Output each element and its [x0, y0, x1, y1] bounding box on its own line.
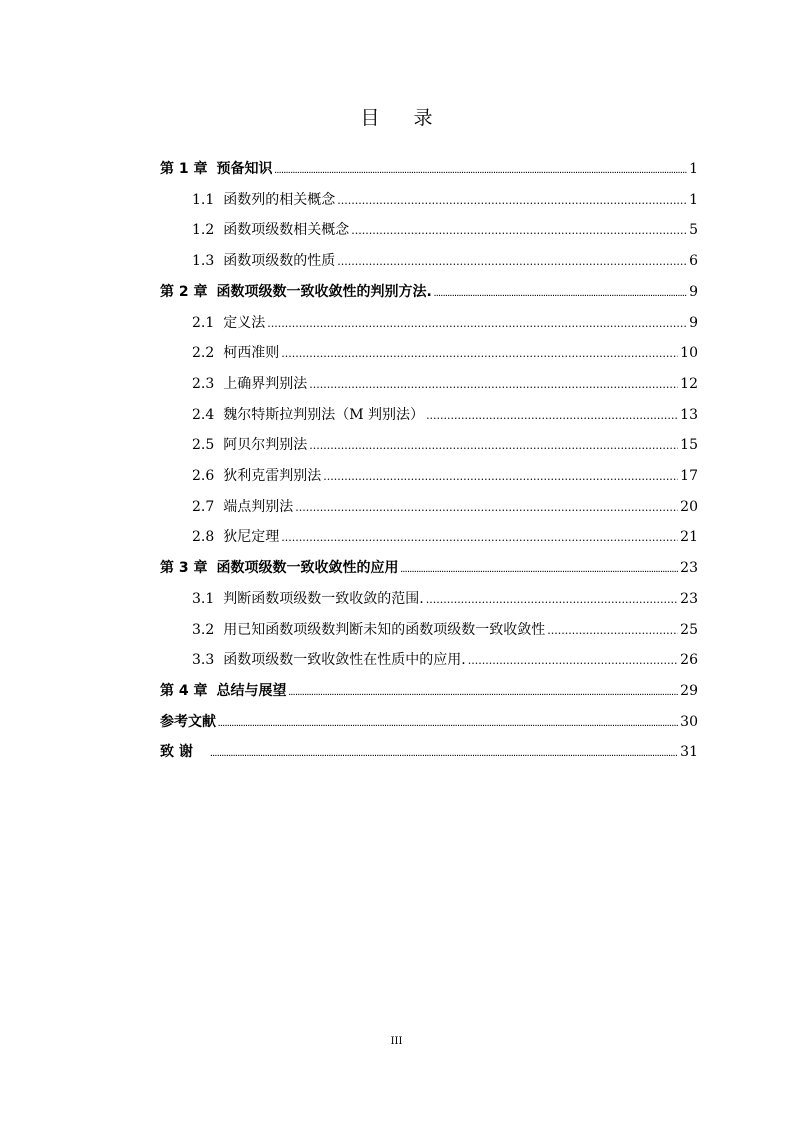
toc-chapter-row[interactable] — [0, 680, 793, 702]
toc-section-row[interactable] — [0, 219, 793, 241]
toc-entry-title: 函数项级数一致收敛性的应用 — [216, 560, 399, 577]
toc-entry-number: 2.7 — [192, 498, 215, 515]
toc-entry-page: 23 — [680, 560, 698, 577]
toc-chapter-row[interactable] — [0, 711, 793, 733]
toc-dot-leader — [401, 557, 679, 582]
toc-entry-title: 参考文献 — [160, 713, 216, 730]
toc-entry-number: 1.2 — [192, 222, 215, 239]
toc-entry — [192, 434, 698, 457]
toc-section-row[interactable] — [0, 619, 793, 641]
toc-entry-page: 21 — [680, 529, 698, 546]
toc-entry — [192, 526, 698, 549]
toc-title: 目 录 — [360, 107, 447, 129]
toc-section-row[interactable] — [0, 342, 793, 364]
page-number-footer: III — [390, 1036, 403, 1047]
toc-entry-title: 魏尔特斯拉判别法（M 判别法） — [223, 406, 425, 423]
toc-chapter-row[interactable] — [0, 557, 793, 579]
toc-dot-leader — [337, 250, 687, 273]
toc-entry-page: 17 — [680, 468, 698, 484]
toc-entry-page: 9 — [689, 283, 698, 300]
toc-entry-page: 20 — [680, 498, 698, 515]
toc-entry-title: 上确界判别法 — [223, 375, 308, 392]
toc-section-row[interactable] — [0, 404, 793, 426]
toc-dot-leader — [426, 404, 678, 427]
toc-entry-page: 1 — [689, 161, 698, 177]
toc-entry-number: 第 4 章 — [160, 682, 208, 699]
toc-section-row[interactable] — [0, 526, 793, 548]
toc-entry — [160, 158, 698, 183]
toc-dot-leader — [267, 312, 687, 335]
toc-dot-leader — [218, 711, 678, 736]
toc-section-row[interactable] — [0, 649, 793, 671]
toc-entry — [192, 189, 698, 212]
toc-dot-leader — [468, 649, 678, 672]
toc-entry-title: 函数项级数一致收敛性的判别方法. — [216, 283, 432, 300]
toc-dot-leader — [281, 526, 678, 549]
toc-entry — [160, 680, 698, 705]
toc-entry-number: 2.4 — [192, 406, 215, 423]
toc-entry-title: 总结与展望 — [216, 682, 287, 699]
toc-entry — [192, 619, 698, 642]
toc-entry-title: 函数列的相关概念 — [223, 191, 336, 208]
toc-entry-page: 12 — [680, 375, 698, 392]
toc-chapter-row[interactable] — [0, 158, 793, 180]
toc-entry-page: 10 — [680, 345, 698, 362]
toc-entry-title: 函数项级数的性质 — [223, 253, 336, 270]
toc-entry-number: 1.3 — [192, 253, 215, 270]
toc-entry-page: 6 — [689, 253, 698, 270]
toc-entry-number: 2.6 — [192, 468, 215, 484]
toc-entry-number: 第 3 章 — [160, 560, 208, 577]
toc-dot-leader — [351, 219, 687, 242]
toc-dot-leader — [547, 619, 678, 642]
toc-entry-number: 2.1 — [192, 314, 215, 331]
toc-entry-title: 狄利克雷判别法 — [223, 468, 322, 484]
toc-dot-leader — [281, 342, 678, 365]
toc-chapter-row[interactable] — [0, 281, 793, 303]
toc-section-row[interactable] — [0, 588, 793, 610]
toc-entry-number: 第 1 章 — [160, 161, 208, 177]
toc-entry-title: 定义法 — [223, 314, 266, 331]
toc-section-row[interactable] — [0, 250, 793, 272]
toc-dot-leader — [309, 434, 678, 457]
toc-entry-title: 函数项级数一致收敛性在性质中的应用. — [223, 652, 466, 669]
toc-entry — [160, 557, 698, 582]
toc-entry — [192, 649, 698, 672]
toc-entry-number: 2.3 — [192, 375, 215, 392]
toc-entry-title: 阿贝尔判别法 — [223, 437, 308, 454]
toc-entry-page: 23 — [680, 590, 698, 607]
toc-entry-page: 15 — [680, 437, 698, 454]
toc-entry — [192, 373, 698, 396]
toc-entry — [192, 496, 698, 519]
toc-entry-page: 29 — [680, 682, 698, 699]
toc-entry-title: 狄尼定理 — [223, 529, 280, 546]
toc-section-row[interactable] — [0, 496, 793, 518]
toc-dot-leader — [295, 496, 678, 519]
toc-entry-number: 3.3 — [192, 652, 215, 669]
toc-entry-page: 26 — [680, 652, 698, 669]
toc-section-row[interactable] — [0, 312, 793, 334]
toc-entry — [192, 465, 698, 488]
toc-entry-number: 3.2 — [192, 621, 215, 638]
toc-entry-title: 端点判别法 — [223, 498, 294, 515]
toc-entry-page: 9 — [689, 314, 698, 331]
toc-dot-leader — [426, 588, 678, 611]
toc-entry-number: 第 2 章 — [160, 283, 208, 300]
toc-entry — [192, 342, 698, 365]
toc-dot-leader — [210, 741, 678, 766]
toc-entry-title: 函数项级数相关概念 — [223, 222, 350, 239]
toc-dot-leader — [323, 465, 678, 488]
toc-entry-page: 13 — [680, 406, 698, 423]
toc-entry-title: 致 谢 — [160, 744, 193, 761]
toc-entry — [160, 281, 698, 306]
toc-entry-page: 31 — [680, 744, 698, 761]
toc-entry — [192, 219, 698, 242]
toc-dot-leader — [337, 189, 687, 212]
toc-entry-title: 用已知函数项级数判断未知的函数项级数一致收敛性 — [223, 621, 546, 638]
toc-entry-title: 判断函数项级数一致收敛的范围. — [223, 590, 424, 607]
toc-entry — [160, 711, 698, 736]
toc-entry-number: 2.8 — [192, 529, 215, 546]
toc-entry-number: 3.1 — [192, 590, 215, 607]
toc-section-row[interactable] — [0, 373, 793, 395]
toc-entry-number: 2.5 — [192, 437, 215, 454]
toc-entry — [192, 588, 698, 611]
toc-entry-title: 预备知识 — [216, 161, 273, 177]
toc-dot-leader — [434, 281, 687, 306]
toc-dot-leader — [289, 680, 679, 705]
toc-entry-number: 1.1 — [192, 191, 215, 208]
toc-entry — [192, 312, 698, 335]
toc-entry — [192, 250, 698, 273]
toc-chapter-row[interactable] — [0, 741, 793, 763]
toc-entry-page: 1 — [689, 191, 698, 208]
toc-section-row[interactable] — [0, 434, 793, 456]
toc-entry-number: 2.2 — [192, 345, 215, 362]
toc-section-row[interactable] — [0, 189, 793, 211]
toc-entry — [192, 404, 698, 427]
toc-entry-page: 25 — [680, 621, 698, 638]
toc-dot-leader — [309, 373, 678, 396]
toc-entry-title: 柯西准则 — [223, 345, 280, 362]
toc-dot-leader — [275, 158, 688, 183]
toc-section-row[interactable] — [0, 465, 793, 487]
toc-entry-page: 30 — [680, 713, 698, 730]
toc-entry — [160, 741, 698, 766]
toc-entry-page: 5 — [689, 222, 698, 239]
